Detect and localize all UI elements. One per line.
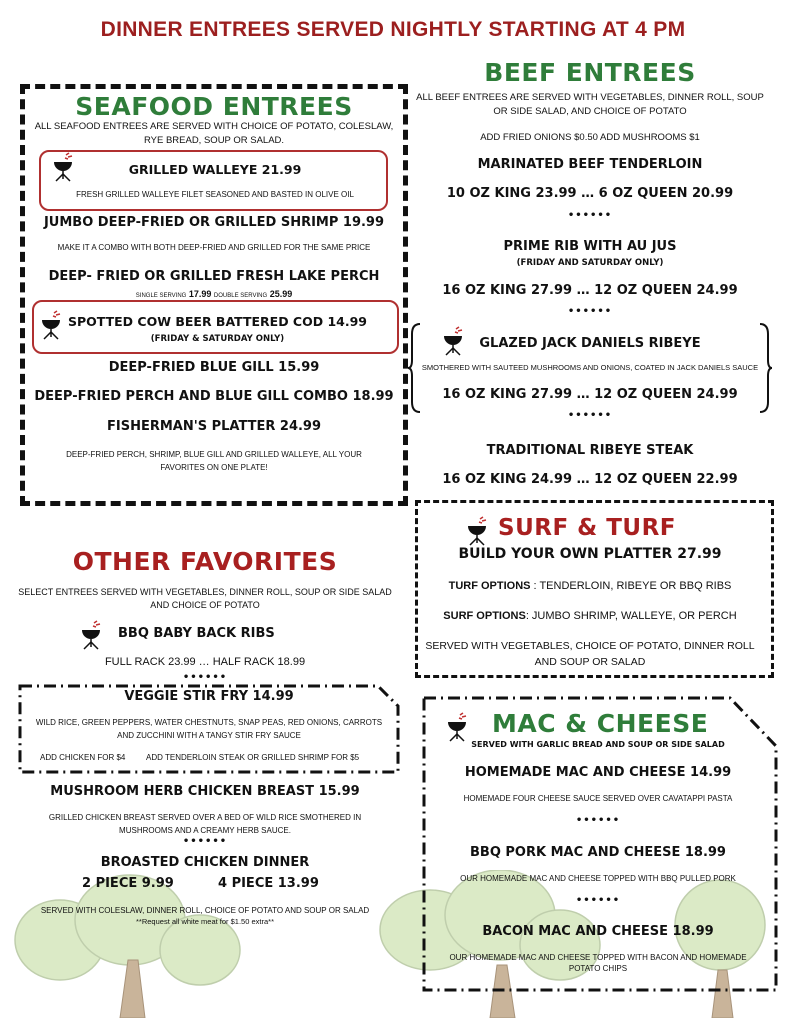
- mac-title: MAC & CHEESE: [492, 709, 709, 738]
- grill-icon: [80, 620, 102, 650]
- mac-bacon-desc: OUR HOMEMADE MAC AND CHEESE TOPPED WITH BACON AND HOMEMADE POTATO CHIPS: [449, 953, 747, 973]
- page-title: DINNER ENTREES SERVED NIGHTLY STARTING AT 4 PM: [100, 18, 686, 41]
- mac-bacon-name: BACON MAC AND CHEESE 18.99: [482, 924, 714, 939]
- perch-name: DEEP- FRIED OR GRILLED FRESH LAKE PERCH: [48, 269, 380, 284]
- prime-note: (FRIDAY AND SATURDAY ONLY): [516, 258, 664, 268]
- surf-options: SURF OPTIONS: JUMBO SHRIMP, WALLEYE, OR PERCH: [443, 610, 737, 622]
- mac-intro: SERVED WITH GARLIC BREAD AND SOUP OR SIDE SALAD: [471, 740, 725, 749]
- walleye-desc: FRESH GRILLED WALLEYE FILET SEASONED AND BASTED IN OLIVE OIL: [76, 190, 354, 199]
- divider-dots: ••••••: [567, 210, 613, 221]
- platter-name: FISHERMAN'S PLATTER 24.99: [106, 419, 322, 434]
- beef-addons: ADD FRIED ONIONS $0.50 ADD MUSHROOMS $1: [480, 132, 700, 143]
- grill-icon: [446, 712, 468, 742]
- prime-name: PRIME RIB WITH AU JUS: [503, 239, 677, 254]
- veggie-desc: WILD RICE, GREEN PEPPERS, WATER CHESTNUTS, SNAP PEAS, RED ONIONS, CARROTS AND ZUCCHINI WITH A TANGY STIR FRY SAUCE: [35, 718, 383, 740]
- ribs-prices: FULL RACK 23.99 … HALF RACK 18.99: [104, 656, 306, 668]
- walleye-name: GRILLED WALLEYE 21.99: [128, 162, 302, 177]
- mac-box: [420, 694, 780, 994]
- divider-dots: ••••••: [182, 672, 228, 683]
- combo-name: DEEP-FRIED PERCH AND BLUE GILL COMBO 18.99: [34, 389, 394, 404]
- divider-dots: ••••••: [182, 836, 228, 847]
- broasted-4pc: 4 PIECE 13.99: [218, 876, 319, 891]
- broasted-note: **Request all white meat for $1.50 extra**: [136, 917, 274, 926]
- surf-title: SURF & TURF: [498, 515, 677, 541]
- mac-bbq-desc: OUR HOMEMADE MAC AND CHEESE TOPPED WITH BBQ PULLED PORK: [460, 874, 736, 883]
- veggie-name: VEGGIE STIR FRY 14.99: [124, 689, 294, 704]
- broasted-desc: SERVED WITH COLESLAW, DINNER ROLL, CHOICE OF POTATO AND SOUP OR SALAD: [40, 906, 370, 915]
- grill-icon: [40, 310, 62, 340]
- ribs-name: BBQ BABY BACK RIBS: [118, 626, 275, 641]
- ribeye-name: TRADITIONAL RIBEYE STEAK: [486, 443, 694, 458]
- turf-options: TURF OPTIONS : TENDERLOIN, RIBEYE OR BBQ RIBS: [448, 580, 732, 592]
- platter-desc: DEEP-FRIED PERCH, SHRIMP, BLUE GILL AND GRILLED WALLEYE, ALL YOUR FAVORITES ON ONE PLATE!: [66, 450, 362, 472]
- surf-subtitle: BUILD YOUR OWN PLATTER 27.99: [458, 546, 722, 562]
- grill-icon: [52, 152, 74, 182]
- bluegill-name: DEEP-FRIED BLUE GILL 15.99: [108, 360, 320, 375]
- ribeye-prices: 16 OZ KING 24.99 … 12 OZ QUEEN 22.99: [442, 472, 738, 487]
- other-intro: SELECT ENTREES SERVED WITH VEGETABLES, DINNER ROLL, SOUP OR SIDE SALAD AND CHOICE OF POTATO: [18, 587, 392, 610]
- mushroom-desc: GRILLED CHICKEN BREAST SERVED OVER A BED OF WILD RICE SMOTHERED IN MUSHROOMS AND A CREAMY HERB SAUCE.: [48, 813, 362, 835]
- divider-dots: ••••••: [575, 815, 621, 826]
- beef-intro: ALL BEEF ENTREES ARE SERVED WITH VEGETABLES, DINNER ROLL, SOUP OR SIDE SALAD, AND CHOICE OF POTATO: [416, 92, 764, 117]
- seafood-intro: ALL SEAFOOD ENTREES ARE SERVED WITH CHOICE OF POTATO, COLESLAW, RYE BREAD, SOUP OR SALAD.: [34, 121, 394, 146]
- mac-bbq-name: BBQ PORK MAC AND CHEESE 18.99: [470, 845, 726, 860]
- divider-dots: ••••••: [575, 895, 621, 906]
- prime-prices: 16 OZ KING 27.99 … 12 OZ QUEEN 24.99: [442, 283, 738, 298]
- walleye-box: [39, 150, 388, 211]
- shrimp-desc: MAKE IT A COMBO WITH BOTH DEEP-FRIED AND GRILLED FOR THE SAME PRICE: [57, 243, 371, 252]
- broasted-name: BROASTED CHICKEN DINNER: [100, 855, 310, 870]
- mac-homemade-name: HOMEMADE MAC AND CHEESE 14.99: [464, 765, 732, 780]
- tenderloin-prices: 10 OZ KING 23.99 … 6 OZ QUEEN 20.99: [446, 186, 734, 201]
- grill-icon: [466, 516, 488, 546]
- jack-name: GLAZED JACK DANIELS RIBEYE: [479, 336, 701, 351]
- veggie-add-chicken: ADD CHICKEN FOR $4: [40, 753, 126, 762]
- divider-dots: ••••••: [567, 410, 613, 421]
- cod-note: (FRIDAY & SATURDAY ONLY): [150, 334, 285, 344]
- seafood-title: SEAFOOD ENTREES: [75, 92, 353, 121]
- jack-desc: SMOTHERED WITH SAUTEED MUSHROOMS AND ONIONS, COATED IN JACK DANIELS SAUCE: [421, 363, 759, 372]
- broasted-2pc: 2 PIECE 9.99: [82, 876, 174, 891]
- mac-homemade-desc: HOMEMADE FOUR CHEESE SAUCE SERVED OVER CAVATAPPI PASTA: [463, 794, 733, 803]
- shrimp-name: JUMBO DEEP-FRIED OR GRILLED SHRIMP 19.99: [43, 215, 385, 230]
- other-title: OTHER FAVORITES: [72, 547, 338, 576]
- perch-prices: SINGLE SERVING 17.99 DOUBLE SERVING 25.99: [135, 289, 293, 299]
- divider-dots: ••••••: [567, 306, 613, 317]
- cod-name: SPOTTED COW BEER BATTERED COD 14.99: [68, 314, 367, 329]
- surf-served: SERVED WITH VEGETABLES, CHOICE OF POTATO, DINNER ROLL AND SOUP OR SALAD: [425, 640, 755, 668]
- veggie-add-steak: ADD TENDERLOIN STEAK OR GRILLED SHRIMP FOR $5: [146, 753, 360, 762]
- jack-prices: 16 OZ KING 27.99 … 12 OZ QUEEN 24.99: [442, 387, 738, 402]
- tenderloin-name: MARINATED BEEF TENDERLOIN: [477, 157, 703, 172]
- mushroom-name: MUSHROOM HERB CHICKEN BREAST 15.99: [50, 784, 360, 799]
- beef-title: BEEF ENTREES: [484, 58, 696, 87]
